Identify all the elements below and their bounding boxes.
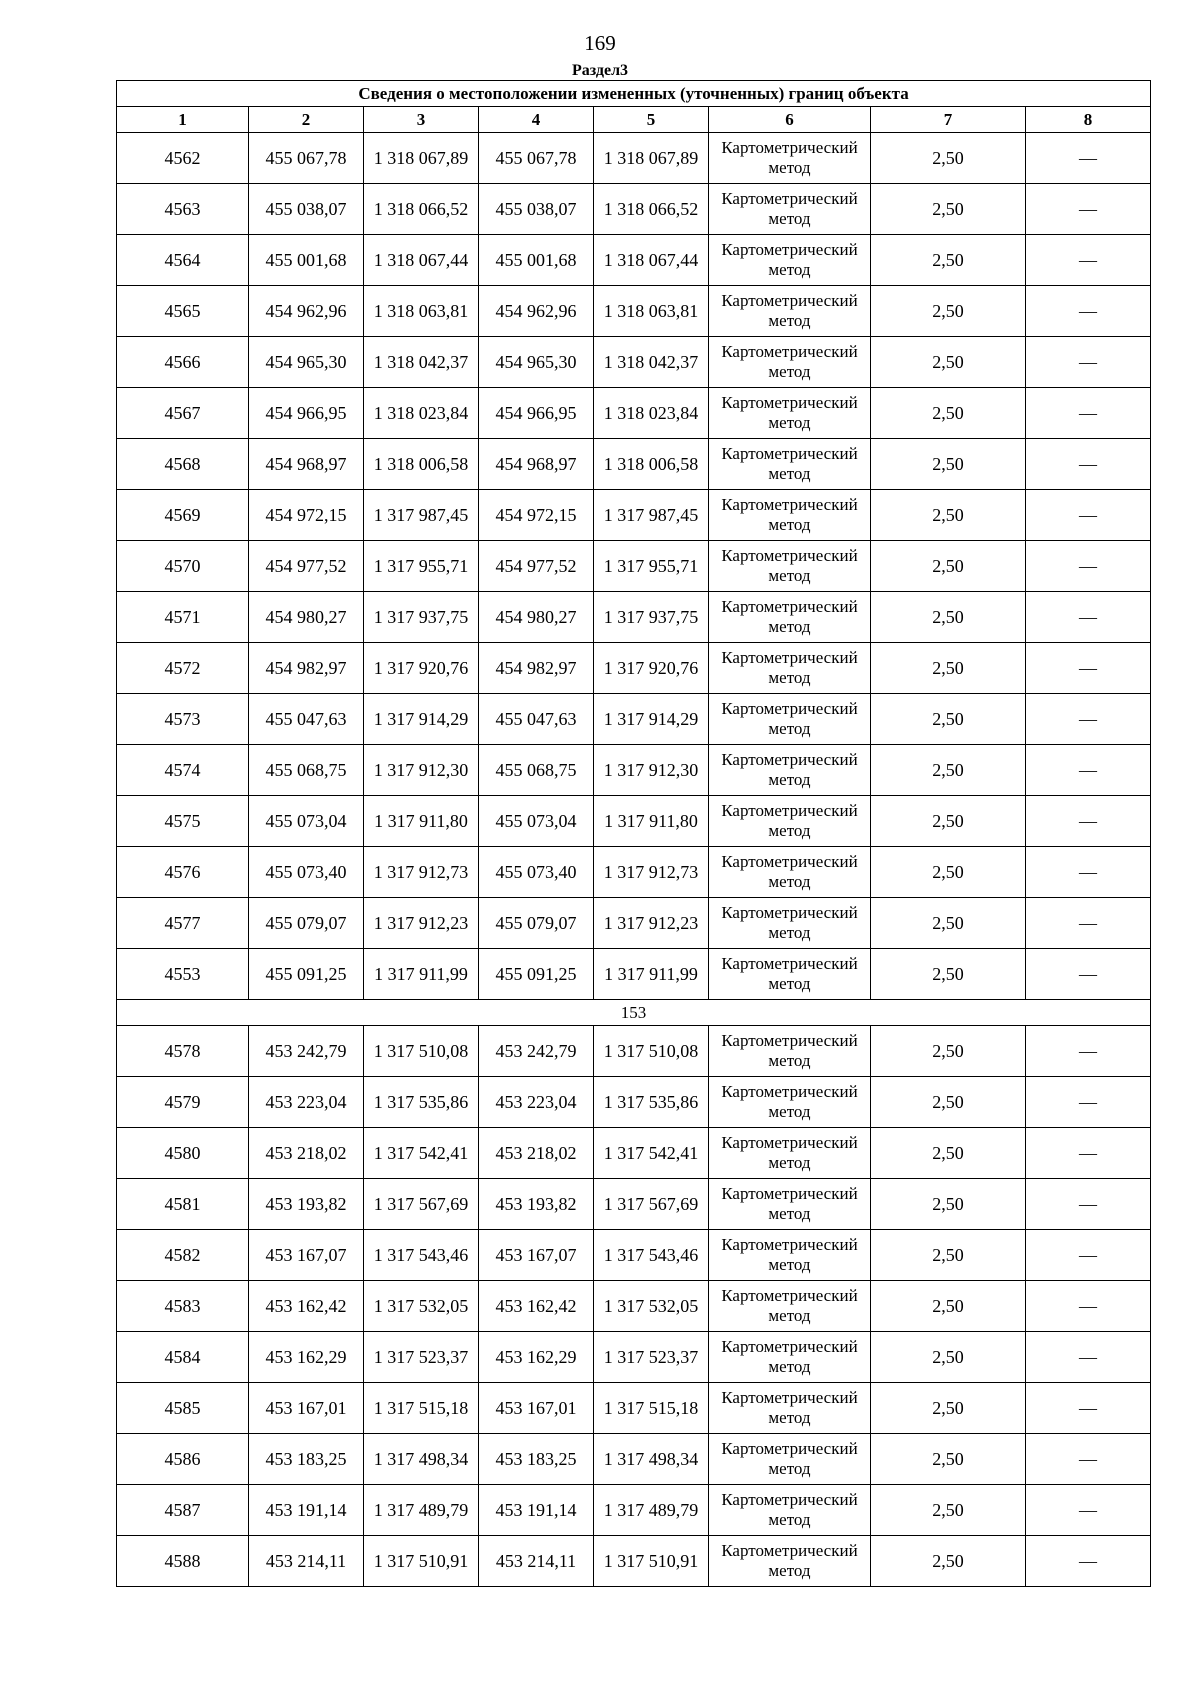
x-coordinate-cell: 453 218,02 (249, 1128, 364, 1179)
y-coordinate-refined-cell: 1 317 567,69 (594, 1179, 709, 1230)
point-number-cell: 4563 (117, 184, 249, 235)
table-row (117, 1485, 1151, 1536)
y-coordinate-refined-cell: 1 318 067,89 (594, 133, 709, 184)
column-numbers-row (117, 107, 1151, 133)
x-coordinate-refined-cell: 454 962,96 (479, 286, 594, 337)
y-coordinate-refined-cell: 1 317 535,86 (594, 1077, 709, 1128)
method-cell: Картометрический метод (709, 898, 871, 949)
note-cell: — (1026, 1332, 1151, 1383)
x-coordinate-refined-cell: 453 223,04 (479, 1077, 594, 1128)
group-label-row (117, 1000, 1151, 1026)
accuracy-cell: 2,50 (871, 286, 1026, 337)
x-coordinate-cell: 453 167,01 (249, 1383, 364, 1434)
y-coordinate-refined-cell: 1 317 955,71 (594, 541, 709, 592)
note-cell: — (1026, 388, 1151, 439)
accuracy-cell: 2,50 (871, 1485, 1026, 1536)
method-cell: Картометрический метод (709, 847, 871, 898)
x-coordinate-cell: 455 001,68 (249, 235, 364, 286)
y-coordinate-refined-cell: 1 317 523,37 (594, 1332, 709, 1383)
x-coordinate-cell: 454 982,97 (249, 643, 364, 694)
y-coordinate-cell: 1 318 006,58 (364, 439, 479, 490)
table-row (117, 1026, 1151, 1077)
table-row (117, 490, 1151, 541)
method-cell: Картометрический метод (709, 1536, 871, 1587)
accuracy-cell: 2,50 (871, 388, 1026, 439)
x-coordinate-refined-cell: 453 183,25 (479, 1434, 594, 1485)
x-coordinate-refined-cell: 454 980,27 (479, 592, 594, 643)
x-coordinate-cell: 454 980,27 (249, 592, 364, 643)
table-row (117, 439, 1151, 490)
point-number-cell: 4570 (117, 541, 249, 592)
x-coordinate-cell: 455 091,25 (249, 949, 364, 1000)
x-coordinate-cell: 454 965,30 (249, 337, 364, 388)
method-cell: Картометрический метод (709, 1332, 871, 1383)
note-cell: — (1026, 796, 1151, 847)
y-coordinate-cell: 1 317 543,46 (364, 1230, 479, 1281)
accuracy-cell: 2,50 (871, 796, 1026, 847)
point-number-cell: 4586 (117, 1434, 249, 1485)
y-coordinate-cell: 1 318 067,44 (364, 235, 479, 286)
note-cell: — (1026, 1383, 1151, 1434)
x-coordinate-refined-cell: 454 982,97 (479, 643, 594, 694)
y-coordinate-refined-cell: 1 318 063,81 (594, 286, 709, 337)
point-number-cell: 4579 (117, 1077, 249, 1128)
point-number-cell: 4562 (117, 133, 249, 184)
x-coordinate-refined-cell: 453 214,11 (479, 1536, 594, 1587)
note-cell: — (1026, 541, 1151, 592)
y-coordinate-cell: 1 317 911,80 (364, 796, 479, 847)
y-coordinate-refined-cell: 1 317 920,76 (594, 643, 709, 694)
point-number-cell: 4567 (117, 388, 249, 439)
table-row (117, 643, 1151, 694)
table-row (117, 1128, 1151, 1179)
x-coordinate-refined-cell: 453 191,14 (479, 1485, 594, 1536)
y-coordinate-cell: 1 317 920,76 (364, 643, 479, 694)
y-coordinate-cell: 1 318 063,81 (364, 286, 479, 337)
table-row (117, 133, 1151, 184)
note-cell: — (1026, 1179, 1151, 1230)
table-row (117, 1434, 1151, 1485)
table-row (117, 796, 1151, 847)
y-coordinate-cell: 1 317 510,91 (364, 1536, 479, 1587)
x-coordinate-refined-cell: 453 218,02 (479, 1128, 594, 1179)
method-cell: Картометрический метод (709, 388, 871, 439)
accuracy-cell: 2,50 (871, 1434, 1026, 1485)
y-coordinate-cell: 1 317 911,99 (364, 949, 479, 1000)
table-row (117, 286, 1151, 337)
table-row (117, 847, 1151, 898)
x-coordinate-refined-cell: 455 073,40 (479, 847, 594, 898)
table-row (117, 949, 1151, 1000)
x-coordinate-refined-cell: 455 001,68 (479, 235, 594, 286)
table-row (117, 541, 1151, 592)
x-coordinate-cell: 455 067,78 (249, 133, 364, 184)
point-number-cell: 4566 (117, 337, 249, 388)
y-coordinate-refined-cell: 1 317 498,34 (594, 1434, 709, 1485)
note-cell: — (1026, 1230, 1151, 1281)
point-number-cell: 4571 (117, 592, 249, 643)
y-coordinate-refined-cell: 1 317 912,30 (594, 745, 709, 796)
x-coordinate-cell: 455 073,04 (249, 796, 364, 847)
note-cell: — (1026, 745, 1151, 796)
method-cell: Картометрический метод (709, 796, 871, 847)
point-number-cell: 4578 (117, 1026, 249, 1077)
x-coordinate-refined-cell: 455 067,78 (479, 133, 594, 184)
x-coordinate-cell: 455 079,07 (249, 898, 364, 949)
accuracy-cell: 2,50 (871, 133, 1026, 184)
y-coordinate-refined-cell: 1 317 532,05 (594, 1281, 709, 1332)
y-coordinate-cell: 1 317 914,29 (364, 694, 479, 745)
x-coordinate-cell: 454 972,15 (249, 490, 364, 541)
accuracy-cell: 2,50 (871, 439, 1026, 490)
x-coordinate-refined-cell: 454 965,30 (479, 337, 594, 388)
method-cell: Картометрический метод (709, 1485, 871, 1536)
method-cell: Картометрический метод (709, 133, 871, 184)
accuracy-cell: 2,50 (871, 337, 1026, 388)
method-cell: Картометрический метод (709, 337, 871, 388)
y-coordinate-refined-cell: 1 318 023,84 (594, 388, 709, 439)
table-row (117, 898, 1151, 949)
y-coordinate-refined-cell: 1 317 912,23 (594, 898, 709, 949)
x-coordinate-cell: 453 214,11 (249, 1536, 364, 1587)
y-coordinate-cell: 1 318 042,37 (364, 337, 479, 388)
x-coordinate-cell: 453 191,14 (249, 1485, 364, 1536)
point-number-cell: 4572 (117, 643, 249, 694)
y-coordinate-cell: 1 317 567,69 (364, 1179, 479, 1230)
point-number-cell: 4564 (117, 235, 249, 286)
y-coordinate-refined-cell: 1 317 543,46 (594, 1230, 709, 1281)
y-coordinate-refined-cell: 1 317 510,08 (594, 1026, 709, 1077)
y-coordinate-refined-cell: 1 317 510,91 (594, 1536, 709, 1587)
table-caption: Сведения о местоположении измененных (уточненных) границ объекта (117, 81, 1151, 107)
point-number-cell: 4584 (117, 1332, 249, 1383)
x-coordinate-cell: 455 073,40 (249, 847, 364, 898)
note-cell: — (1026, 1026, 1151, 1077)
note-cell: — (1026, 1077, 1151, 1128)
y-coordinate-cell: 1 317 542,41 (364, 1128, 479, 1179)
note-cell: — (1026, 337, 1151, 388)
x-coordinate-refined-cell: 455 079,07 (479, 898, 594, 949)
x-coordinate-refined-cell: 453 193,82 (479, 1179, 594, 1230)
table-row (117, 388, 1151, 439)
section-title: Раздел3 (571, 62, 629, 79)
table-body (117, 81, 1151, 1587)
method-cell: Картометрический метод (709, 1383, 871, 1434)
accuracy-cell: 2,50 (871, 949, 1026, 1000)
column-number: 3 (364, 107, 479, 133)
y-coordinate-cell: 1 317 912,73 (364, 847, 479, 898)
note-cell: — (1026, 1128, 1151, 1179)
point-number-cell: 4582 (117, 1230, 249, 1281)
x-coordinate-cell: 453 242,79 (249, 1026, 364, 1077)
point-number-cell: 4574 (117, 745, 249, 796)
y-coordinate-refined-cell: 1 317 542,41 (594, 1128, 709, 1179)
accuracy-cell: 2,50 (871, 1281, 1026, 1332)
x-coordinate-cell: 453 223,04 (249, 1077, 364, 1128)
note-cell: — (1026, 1536, 1151, 1587)
note-cell: — (1026, 643, 1151, 694)
y-coordinate-refined-cell: 1 318 066,52 (594, 184, 709, 235)
point-number-cell: 4588 (117, 1536, 249, 1587)
accuracy-cell: 2,50 (871, 1383, 1026, 1434)
boundary-coordinates-table (116, 80, 1151, 1587)
accuracy-cell: 2,50 (871, 1128, 1026, 1179)
x-coordinate-refined-cell: 453 162,42 (479, 1281, 594, 1332)
point-number-cell: 4575 (117, 796, 249, 847)
x-coordinate-cell: 454 968,97 (249, 439, 364, 490)
note-cell: — (1026, 592, 1151, 643)
method-cell: Картометрический метод (709, 490, 871, 541)
y-coordinate-cell: 1 317 535,86 (364, 1077, 479, 1128)
x-coordinate-cell: 455 038,07 (249, 184, 364, 235)
x-coordinate-refined-cell: 454 968,97 (479, 439, 594, 490)
note-cell: — (1026, 184, 1151, 235)
x-coordinate-cell: 454 962,96 (249, 286, 364, 337)
y-coordinate-cell: 1 318 066,52 (364, 184, 479, 235)
note-cell: — (1026, 847, 1151, 898)
point-number-cell: 4573 (117, 694, 249, 745)
accuracy-cell: 2,50 (871, 1332, 1026, 1383)
accuracy-cell: 2,50 (871, 694, 1026, 745)
method-cell: Картометрический метод (709, 745, 871, 796)
x-coordinate-cell: 453 162,42 (249, 1281, 364, 1332)
x-coordinate-refined-cell: 455 068,75 (479, 745, 594, 796)
x-coordinate-cell: 455 047,63 (249, 694, 364, 745)
note-cell: — (1026, 133, 1151, 184)
y-coordinate-cell: 1 317 498,34 (364, 1434, 479, 1485)
y-coordinate-cell: 1 317 532,05 (364, 1281, 479, 1332)
column-number: 4 (479, 107, 594, 133)
y-coordinate-cell: 1 318 023,84 (364, 388, 479, 439)
table-row (117, 1332, 1151, 1383)
x-coordinate-cell: 454 966,95 (249, 388, 364, 439)
method-cell: Картометрический метод (709, 439, 871, 490)
point-number-cell: 4576 (117, 847, 249, 898)
accuracy-cell: 2,50 (871, 847, 1026, 898)
page-number: 169 (584, 31, 616, 55)
y-coordinate-cell: 1 317 523,37 (364, 1332, 479, 1383)
y-coordinate-cell: 1 317 987,45 (364, 490, 479, 541)
method-cell: Картометрический метод (709, 235, 871, 286)
group-label: 153 (117, 1000, 1151, 1026)
table-row (117, 694, 1151, 745)
x-coordinate-refined-cell: 454 966,95 (479, 388, 594, 439)
y-coordinate-cell: 1 318 067,89 (364, 133, 479, 184)
note-cell: — (1026, 694, 1151, 745)
note-cell: — (1026, 1485, 1151, 1536)
x-coordinate-refined-cell: 455 038,07 (479, 184, 594, 235)
point-number-cell: 4585 (117, 1383, 249, 1434)
method-cell: Картометрический метод (709, 1281, 871, 1332)
table-row (117, 1536, 1151, 1587)
method-cell: Картометрический метод (709, 1179, 871, 1230)
x-coordinate-refined-cell: 453 162,29 (479, 1332, 594, 1383)
y-coordinate-refined-cell: 1 317 937,75 (594, 592, 709, 643)
x-coordinate-cell: 453 162,29 (249, 1332, 364, 1383)
point-number-cell: 4577 (117, 898, 249, 949)
y-coordinate-cell: 1 317 510,08 (364, 1026, 479, 1077)
y-coordinate-refined-cell: 1 317 489,79 (594, 1485, 709, 1536)
point-number-cell: 4580 (117, 1128, 249, 1179)
column-number: 1 (117, 107, 249, 133)
method-cell: Картометрический метод (709, 184, 871, 235)
x-coordinate-refined-cell: 455 091,25 (479, 949, 594, 1000)
y-coordinate-refined-cell: 1 318 067,44 (594, 235, 709, 286)
accuracy-cell: 2,50 (871, 1536, 1026, 1587)
accuracy-cell: 2,50 (871, 898, 1026, 949)
y-coordinate-refined-cell: 1 317 515,18 (594, 1383, 709, 1434)
accuracy-cell: 2,50 (871, 745, 1026, 796)
y-coordinate-cell: 1 317 912,30 (364, 745, 479, 796)
y-coordinate-refined-cell: 1 317 912,73 (594, 847, 709, 898)
y-coordinate-refined-cell: 1 317 914,29 (594, 694, 709, 745)
note-cell: — (1026, 1434, 1151, 1485)
column-number: 8 (1026, 107, 1151, 133)
method-cell: Картометрический метод (709, 949, 871, 1000)
table-row (117, 1077, 1151, 1128)
point-number-cell: 4587 (117, 1485, 249, 1536)
x-coordinate-refined-cell: 454 972,15 (479, 490, 594, 541)
y-coordinate-refined-cell: 1 318 006,58 (594, 439, 709, 490)
y-coordinate-refined-cell: 1 317 987,45 (594, 490, 709, 541)
table-row (117, 1383, 1151, 1434)
table-row (117, 1230, 1151, 1281)
accuracy-cell: 2,50 (871, 184, 1026, 235)
point-number-cell: 4568 (117, 439, 249, 490)
point-number-cell: 4553 (117, 949, 249, 1000)
column-number: 6 (709, 107, 871, 133)
point-number-cell: 4565 (117, 286, 249, 337)
table-row (117, 337, 1151, 388)
note-cell: — (1026, 286, 1151, 337)
method-cell: Картометрический метод (709, 694, 871, 745)
method-cell: Картометрический метод (709, 541, 871, 592)
x-coordinate-refined-cell: 453 167,01 (479, 1383, 594, 1434)
point-number-cell: 4569 (117, 490, 249, 541)
x-coordinate-refined-cell: 455 073,04 (479, 796, 594, 847)
y-coordinate-refined-cell: 1 317 911,99 (594, 949, 709, 1000)
note-cell: — (1026, 439, 1151, 490)
accuracy-cell: 2,50 (871, 541, 1026, 592)
accuracy-cell: 2,50 (871, 1230, 1026, 1281)
note-cell: — (1026, 490, 1151, 541)
note-cell: — (1026, 898, 1151, 949)
x-coordinate-cell: 455 068,75 (249, 745, 364, 796)
method-cell: Картометрический метод (709, 1077, 871, 1128)
method-cell: Картометрический метод (709, 286, 871, 337)
y-coordinate-cell: 1 317 912,23 (364, 898, 479, 949)
method-cell: Картометрический метод (709, 1230, 871, 1281)
accuracy-cell: 2,50 (871, 592, 1026, 643)
x-coordinate-cell: 453 183,25 (249, 1434, 364, 1485)
column-number: 7 (871, 107, 1026, 133)
x-coordinate-refined-cell: 453 167,07 (479, 1230, 594, 1281)
method-cell: Картометрический метод (709, 592, 871, 643)
note-cell: — (1026, 235, 1151, 286)
table-row (117, 592, 1151, 643)
column-number: 2 (249, 107, 364, 133)
x-coordinate-cell: 454 977,52 (249, 541, 364, 592)
accuracy-cell: 2,50 (871, 490, 1026, 541)
accuracy-cell: 2,50 (871, 1026, 1026, 1077)
y-coordinate-cell: 1 317 937,75 (364, 592, 479, 643)
table-row (117, 184, 1151, 235)
y-coordinate-cell: 1 317 489,79 (364, 1485, 479, 1536)
table-row (117, 1179, 1151, 1230)
method-cell: Картометрический метод (709, 1434, 871, 1485)
table-caption-row (117, 81, 1151, 107)
method-cell: Картометрический метод (709, 1026, 871, 1077)
point-number-cell: 4581 (117, 1179, 249, 1230)
x-coordinate-refined-cell: 453 242,79 (479, 1026, 594, 1077)
x-coordinate-cell: 453 167,07 (249, 1230, 364, 1281)
accuracy-cell: 2,50 (871, 1179, 1026, 1230)
table-row (117, 235, 1151, 286)
y-coordinate-refined-cell: 1 317 911,80 (594, 796, 709, 847)
x-coordinate-refined-cell: 454 977,52 (479, 541, 594, 592)
y-coordinate-cell: 1 317 515,18 (364, 1383, 479, 1434)
note-cell: — (1026, 949, 1151, 1000)
x-coordinate-cell: 453 193,82 (249, 1179, 364, 1230)
accuracy-cell: 2,50 (871, 1077, 1026, 1128)
y-coordinate-cell: 1 317 955,71 (364, 541, 479, 592)
x-coordinate-refined-cell: 455 047,63 (479, 694, 594, 745)
accuracy-cell: 2,50 (871, 643, 1026, 694)
accuracy-cell: 2,50 (871, 235, 1026, 286)
table-row (117, 1281, 1151, 1332)
method-cell: Картометрический метод (709, 643, 871, 694)
method-cell: Картометрический метод (709, 1128, 871, 1179)
y-coordinate-refined-cell: 1 318 042,37 (594, 337, 709, 388)
table-row (117, 745, 1151, 796)
column-number: 5 (594, 107, 709, 133)
note-cell: — (1026, 1281, 1151, 1332)
point-number-cell: 4583 (117, 1281, 249, 1332)
